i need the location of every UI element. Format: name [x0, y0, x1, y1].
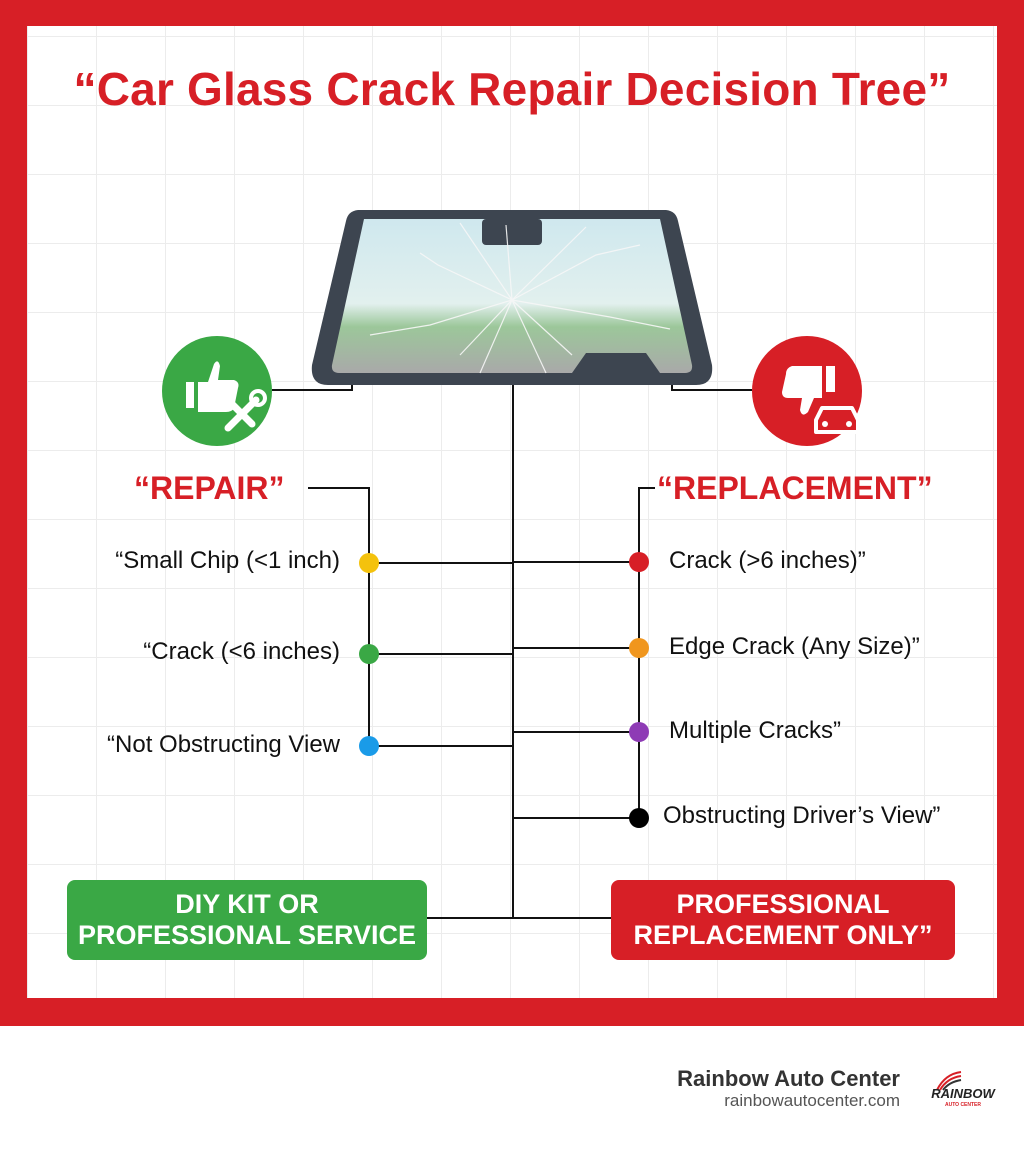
- repair-criterion-small-chip: “Small Chip (<1 inch): [115, 547, 340, 574]
- replace-criterion-obstructing-view: Obstructing Driver’s View”: [663, 802, 941, 829]
- cracked-windshield-icon: [310, 205, 714, 390]
- repair-outcome-box: [67, 880, 427, 960]
- rainbow-logo: [925, 1070, 1001, 1112]
- repair-dot-1: [359, 553, 379, 573]
- replace-dot-2: [629, 638, 649, 658]
- repair-outcome-text: DIY KIT OR PROFESSIONAL SERVICE: [77, 889, 417, 950]
- replacement-outcome-box: [611, 880, 955, 960]
- replace-dot-4: [629, 808, 649, 828]
- logo-text: RAINBOW: [931, 1086, 995, 1101]
- repair-dot-3: [359, 736, 379, 756]
- repair-criterion-not-obstructing: “Not Obstructing View: [107, 731, 340, 758]
- replace-criterion-long-crack: Crack (>6 inches)”: [669, 547, 866, 574]
- thumbs-down-car-icon: [752, 336, 862, 446]
- brand-url: rainbowautocenter.com: [724, 1091, 900, 1110]
- replace-criterion-multiple-cracks: Multiple Cracks”: [669, 717, 842, 744]
- repair-bus: [308, 488, 369, 746]
- brand-name: Rainbow Auto Center: [677, 1066, 900, 1091]
- repair-heading: “REPAIR”: [134, 470, 285, 506]
- replace-dot-1: [629, 552, 649, 572]
- repair-criterion-short-crack: “Crack (<6 inches): [143, 638, 340, 665]
- logo-subtext: AUTO CENTER: [944, 1102, 982, 1108]
- repair-dot-2: [359, 644, 379, 664]
- replace-dot-3: [629, 722, 649, 742]
- replacement-outcome-text: PROFESSIONAL REPLACEMENT ONLY”: [633, 889, 933, 950]
- diagram-title: “Car Glass Crack Repair Decision Tree”: [73, 63, 951, 115]
- thumbs-up-wrench-icon: [162, 336, 272, 446]
- replace-criterion-edge-crack: Edge Crack (Any Size)”: [669, 633, 920, 660]
- replacement-heading: “REPLACEMENT”: [657, 470, 933, 506]
